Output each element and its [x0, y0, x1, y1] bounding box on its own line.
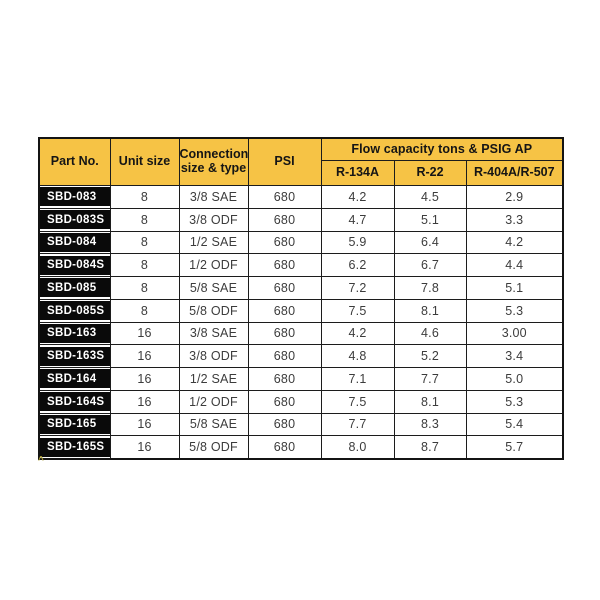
part-no-cell: [39, 231, 110, 254]
part-no-cell: [39, 322, 110, 345]
r404a-cell: 4.4: [466, 254, 563, 277]
part-no-cell: [39, 186, 110, 209]
col-header-r134a: R-134A: [321, 161, 394, 186]
r22-cell: 8.3: [394, 413, 466, 436]
table-row: [39, 368, 563, 391]
unit-size-cell: 16: [110, 345, 179, 368]
part-no-label: SBD-085S: [40, 301, 110, 320]
col-header-r22: R-22: [394, 161, 466, 186]
part-no-cell: [39, 299, 110, 322]
part-no-label: SBD-164S: [40, 392, 110, 411]
r22-cell: 8.1: [394, 299, 466, 322]
psi-cell: 680: [248, 186, 321, 209]
connection-cell: 5/8 ODF: [179, 299, 248, 322]
spec-table: [38, 137, 564, 460]
unit-size-cell: 16: [110, 322, 179, 345]
connection-cell: 3/8 ODF: [179, 345, 248, 368]
unit-size-cell: 8: [110, 299, 179, 322]
psi-cell: 680: [248, 368, 321, 391]
col-header-connection: Connection size & type: [179, 138, 248, 186]
table-row: [39, 208, 563, 231]
r134a-cell: 7.5: [321, 299, 394, 322]
col-header-r404a-r507: R-404A/R-507: [466, 161, 563, 186]
table-row: [39, 390, 563, 413]
r22-cell: 8.7: [394, 436, 466, 459]
r134a-cell: 7.7: [321, 413, 394, 436]
connection-cell: 3/8 ODF: [179, 208, 248, 231]
psi-cell: 680: [248, 208, 321, 231]
part-no-label: SBD-165: [40, 415, 110, 434]
r134a-cell: 6.2: [321, 254, 394, 277]
r134a-cell: 7.5: [321, 390, 394, 413]
r22-cell: 8.1: [394, 390, 466, 413]
unit-size-cell: 8: [110, 208, 179, 231]
unit-size-cell: 8: [110, 277, 179, 300]
psi-cell: 680: [248, 231, 321, 254]
r134a-cell: 4.2: [321, 186, 394, 209]
r22-cell: 4.5: [394, 186, 466, 209]
connection-cell: 3/8 SAE: [179, 186, 248, 209]
part-no-cell: [39, 368, 110, 391]
connection-cell: 5/8 ODF: [179, 436, 248, 459]
part-no-label: SBD-083S: [40, 210, 110, 229]
connection-cell: 1/2 SAE: [179, 368, 248, 391]
header-row-group: [39, 138, 563, 161]
col-header-unit-size: Unit size: [110, 138, 179, 186]
part-no-cell: [39, 413, 110, 436]
unit-size-cell: 8: [110, 186, 179, 209]
connection-cell: 5/8 SAE: [179, 413, 248, 436]
psi-cell: 680: [248, 413, 321, 436]
r134a-cell: 7.2: [321, 277, 394, 300]
part-no-label: SBD-085: [40, 278, 110, 297]
r22-cell: 5.1: [394, 208, 466, 231]
part-no-label: SBD-165S: [40, 438, 110, 457]
unit-size-cell: 16: [110, 368, 179, 391]
r404a-cell: 2.9: [466, 186, 563, 209]
table-row: [39, 186, 563, 209]
r134a-cell: 8.0: [321, 436, 394, 459]
table-row: [39, 413, 563, 436]
r404a-cell: 5.1: [466, 277, 563, 300]
table-row: [39, 231, 563, 254]
connection-cell: 1/2 SAE: [179, 231, 248, 254]
unit-size-cell: 8: [110, 231, 179, 254]
r134a-cell: 5.9: [321, 231, 394, 254]
r404a-cell: 5.3: [466, 299, 563, 322]
psi-cell: 680: [248, 345, 321, 368]
r404a-cell: 5.3: [466, 390, 563, 413]
connection-cell: 5/8 SAE: [179, 277, 248, 300]
psi-cell: 680: [248, 390, 321, 413]
r134a-cell: 7.1: [321, 368, 394, 391]
table-row: [39, 322, 563, 345]
footnote-caret: ^: [38, 456, 44, 463]
r22-cell: 5.2: [394, 345, 466, 368]
r134a-cell: 4.8: [321, 345, 394, 368]
table-row: [39, 299, 563, 322]
part-no-cell: [39, 277, 110, 300]
connection-cell: 3/8 SAE: [179, 322, 248, 345]
r22-cell: 6.4: [394, 231, 466, 254]
unit-size-cell: 16: [110, 436, 179, 459]
r404a-cell: 3.3: [466, 208, 563, 231]
connection-cell: 1/2 ODF: [179, 254, 248, 277]
psi-cell: 680: [248, 436, 321, 459]
part-no-label: SBD-083: [40, 187, 110, 206]
unit-size-cell: 16: [110, 390, 179, 413]
unit-size-cell: 16: [110, 413, 179, 436]
part-no-label: SBD-164: [40, 369, 110, 388]
col-header-part-no: Part No.: [39, 138, 110, 186]
part-no-cell: [39, 208, 110, 231]
part-no-label: SBD-084S: [40, 256, 110, 275]
r404a-cell: 5.7: [466, 436, 563, 459]
psi-cell: 680: [248, 277, 321, 300]
r404a-cell: 4.2: [466, 231, 563, 254]
unit-size-cell: 8: [110, 254, 179, 277]
r404a-cell: 5.0: [466, 368, 563, 391]
psi-cell: 680: [248, 299, 321, 322]
r134a-cell: 4.7: [321, 208, 394, 231]
r22-cell: 7.7: [394, 368, 466, 391]
r404a-cell: 3.00: [466, 322, 563, 345]
col-header-psi: PSI: [248, 138, 321, 186]
connection-cell: 1/2 ODF: [179, 390, 248, 413]
r404a-cell: 3.4: [466, 345, 563, 368]
psi-cell: 680: [248, 322, 321, 345]
r404a-cell: 5.4: [466, 413, 563, 436]
part-no-label: SBD-163S: [40, 347, 110, 366]
r22-cell: 4.6: [394, 322, 466, 345]
part-no-label: SBD-163: [40, 324, 110, 343]
part-no-label: SBD-084: [40, 233, 110, 252]
r22-cell: 6.7: [394, 254, 466, 277]
r134a-cell: 4.2: [321, 322, 394, 345]
psi-cell: 680: [248, 254, 321, 277]
part-no-cell: [39, 254, 110, 277]
cut-off-footnote: [38, 456, 358, 463]
table-row: [39, 345, 563, 368]
table-row: [39, 277, 563, 300]
part-no-cell: [39, 390, 110, 413]
table-row: [39, 254, 563, 277]
r22-cell: 7.8: [394, 277, 466, 300]
col-header-flow-capacity-group: Flow capacity tons & PSIG AP: [321, 138, 563, 161]
part-no-cell: [39, 345, 110, 368]
